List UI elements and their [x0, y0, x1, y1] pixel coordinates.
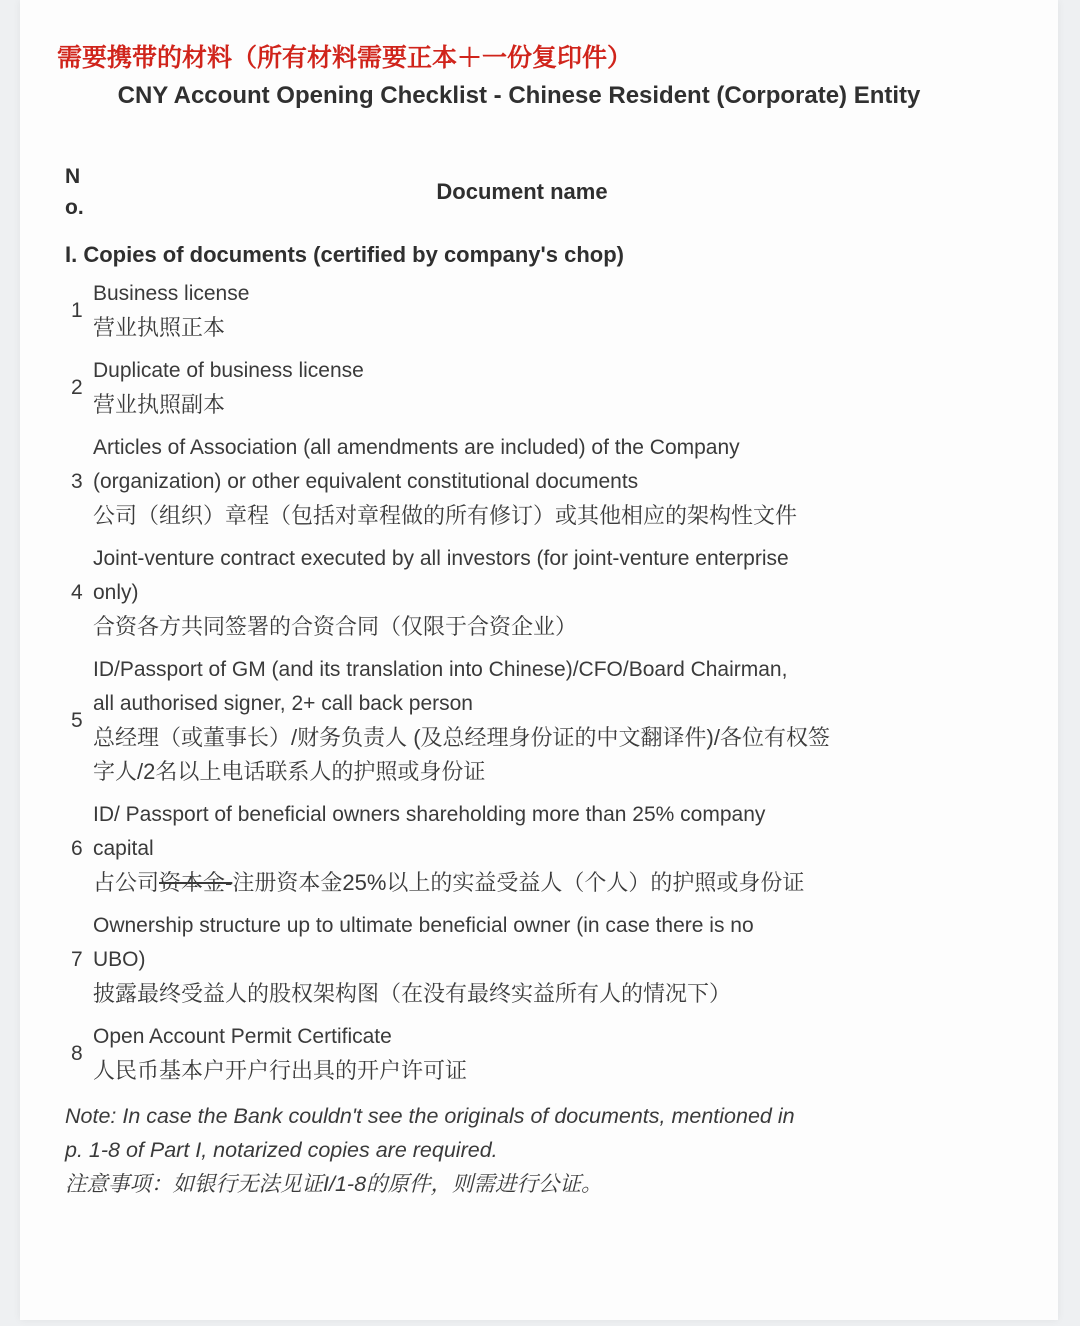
section-heading-part1: I. Copies of documents (certified by company's chop)	[65, 242, 624, 267]
footnote-en: Note: In case the Bank couldn't see the originals of documents, mentioned in p. 1-8 of Part I, notarized copies are required.	[65, 1104, 795, 1162]
doc-name-zh: 人民币基本户开户行出具的开户许可证	[93, 1058, 468, 1083]
strikethrough-text: 资本金-	[159, 870, 233, 895]
doc-name-en: Duplicate of business license	[93, 359, 364, 382]
checklist-row-5	[65, 653, 953, 789]
doc-name-en: ID/Passport of GM (and its translation into Chinese)/CFO/Board Chairman, all authorised signer, 2+ call back person	[93, 658, 788, 715]
checklist-row-6	[65, 798, 953, 900]
row-number: 1	[71, 299, 83, 322]
footnote	[65, 1099, 953, 1201]
table-header-row	[65, 161, 953, 223]
row-number: 3	[71, 470, 83, 493]
checklist-row-8	[65, 1020, 953, 1088]
checklist-title-en: CNY Account Opening Checklist - Chinese Resident (Corporate) Entity	[117, 82, 921, 109]
document-page	[20, 0, 1058, 1320]
row-number: 5	[71, 709, 83, 732]
doc-name-zh: 营业执照正本	[93, 315, 226, 340]
footnote-zh: 注意事项：如银行无法见证I/1-8的原件，则需进行公证。	[65, 1172, 603, 1196]
doc-name-zh: 营业执照副本	[93, 392, 226, 417]
checklist-row-4	[65, 542, 953, 644]
doc-name-en: Articles of Association (all amendments are included) of the Company (organization) or other equivalent constitutional documents	[93, 436, 740, 493]
row-number: 6	[71, 837, 83, 860]
row-number: 4	[71, 581, 83, 604]
required-materials-title-zh: 需要携带的材料（所有材料需要正本＋一份复印件）	[57, 44, 633, 72]
doc-name-en: Joint-venture contract executed by all investors (for joint-venture enterprise only)	[93, 547, 789, 604]
checklist-rows	[65, 277, 953, 1088]
checklist-row-3	[65, 431, 953, 533]
checklist-document	[20, 0, 1058, 1201]
column-header-no: No.	[65, 165, 84, 219]
zh-text-after-correction: 注册资本金25%以上的实益受益人（个人）的护照或身份证	[232, 870, 805, 895]
checklist-row-2	[65, 354, 953, 422]
doc-name-en: Ownership structure up to ultimate beneficial owner (in case there is no UBO)	[93, 914, 754, 971]
row-number: 2	[71, 376, 83, 399]
doc-name-en: ID/ Passport of beneficial owners shareholding more than 25% company capital	[93, 803, 766, 860]
doc-name-zh	[93, 866, 953, 900]
row-number: 8	[71, 1042, 83, 1065]
doc-name-zh: 公司（组织）章程（包括对章程做的所有修订）或其他相应的架构性文件	[93, 503, 798, 528]
row-number: 7	[71, 948, 83, 971]
column-header-document-name: Document name	[436, 179, 608, 204]
zh-text-before-correction: 占公司	[93, 870, 160, 895]
doc-name-zh: 披露最终受益人的股权架构图（在没有最终实益所有人的情况下）	[93, 981, 732, 1006]
checklist-row-7	[65, 909, 953, 1011]
checklist-table	[20, 161, 1058, 1201]
doc-name-zh: 合资各方共同签署的合资合同（仅限于合资企业）	[93, 614, 578, 639]
doc-name-zh: 总经理（或董事长）/财务负责人 (及总经理身份证的中文翻译件)/各位有权签 字人/2名以上电话联系人的护照或身份证	[93, 725, 830, 784]
checklist-row-1	[65, 277, 953, 345]
doc-name-en: Business license	[93, 282, 250, 305]
doc-name-en: Open Account Permit Certificate	[93, 1025, 392, 1048]
